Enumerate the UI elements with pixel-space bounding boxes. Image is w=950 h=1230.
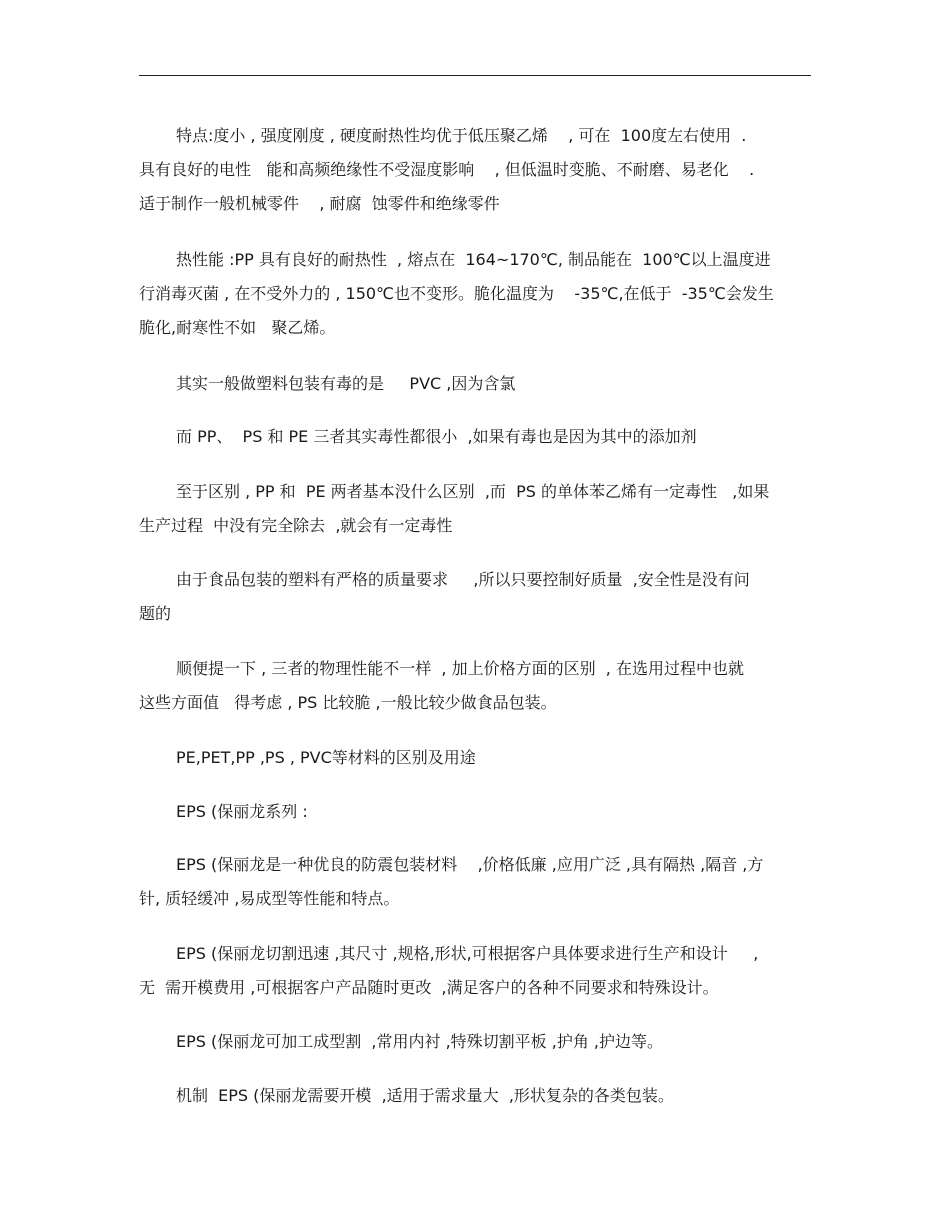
paragraph-physical-properties [139,652,811,720]
paragraph-difference [139,475,811,543]
paragraph-pp-features [139,119,811,221]
text-line: 由于食品包装的塑料有严格的质量要求 ,所以只要控制好质量 ,安全性是没有问 [176,570,750,589]
header-rule [139,75,811,76]
text-line: 生产过程 中没有完全除去 ,就会有一定毒性 [139,516,453,535]
paragraph-pp-ps-pe [139,420,811,454]
text-line: 适于制作一般机械零件 , 耐腐 蚀零件和绝缘零件 [139,194,500,213]
text-line: 题的 [139,604,172,623]
text-line: EPS (保丽龙系列 : [176,802,308,821]
text-line: EPS (保丽龙切割迅速 ,其尺寸 ,规格,形状,可根据客户具体要求进行生产和设计 , [176,944,759,963]
text-line: 至于区别 , PP 和 PE 两者基本没什么区别 ,而 PS 的单体苯乙烯有一定毒性 ,如果 [176,482,770,501]
text-line: 具有良好的电性 能和高频绝缘性不受湿度影响 , 但低温时变脆、不耐磨、易老化 . [139,160,755,179]
paragraph-pvc-toxicity [139,367,811,401]
text-line: 无 需开模费用 ,可根据客户产品随时更改 ,满足客户的各种不同要求和特殊设计。 [139,978,719,997]
text-line: 机制 EPS (保丽龙需要开模 ,适用于需求量大 ,形状复杂的各类包装。 [176,1086,674,1105]
paragraph-eps-material [139,848,811,916]
paragraph-eps-cutting [139,937,811,1005]
text-line: 针, 质轻缓冲 ,易成型等性能和特点。 [139,889,400,908]
text-line: 这些方面值 得考虑 , PS 比较脆 ,一般比较少做食品包装。 [139,693,557,712]
paragraph-eps-forming [139,1025,811,1059]
paragraph-pp-thermal [139,243,811,345]
text-line: 顺便提一下 , 三者的物理性能不一样 , 加上价格方面的区别 , 在选用过程中也就 [176,659,744,678]
text-line: EPS (保丽龙是一种优良的防震包装材料 ,价格低廉 ,应用广泛 ,具有隔热 ,隔音 ,方 [176,855,764,874]
text-line: EPS (保丽龙可加工成型割 ,常用内衬 ,特殊切割平板 ,护角 ,护边等。 [176,1032,664,1051]
text-line: PE,PET,PP ,PS , PVC等材料的区别及用途 [176,748,476,767]
paragraph-materials-heading [139,741,811,775]
paragraph-eps-series [139,795,811,829]
paragraph-eps-mold [139,1079,811,1113]
text-line: 其实一般做塑料包装有毒的是 PVC ,因为含氯 [176,374,516,393]
text-line: 行消毒灭菌 , 在不受外力的 , 150℃也不变形。脆化温度为 -35℃,在低于 -35℃会发生 [139,284,774,303]
text-line: 脆化,耐寒性不如 聚乙烯。 [139,318,336,337]
text-line: 热性能 :PP 具有良好的耐热性 , 熔点在 164~170℃, 制品能在 100℃以上温度进 [176,250,771,269]
paragraph-food-packaging [139,563,811,631]
text-line: 特点:度小 , 强度刚度 , 硬度耐热性均优于低压聚乙烯 , 可在 100度左右使用 . [176,126,747,145]
text-line: 而 PP、 PS 和 PE 三者其实毒性都很小 ,如果有毒也是因为其中的添加剂 [176,427,697,446]
